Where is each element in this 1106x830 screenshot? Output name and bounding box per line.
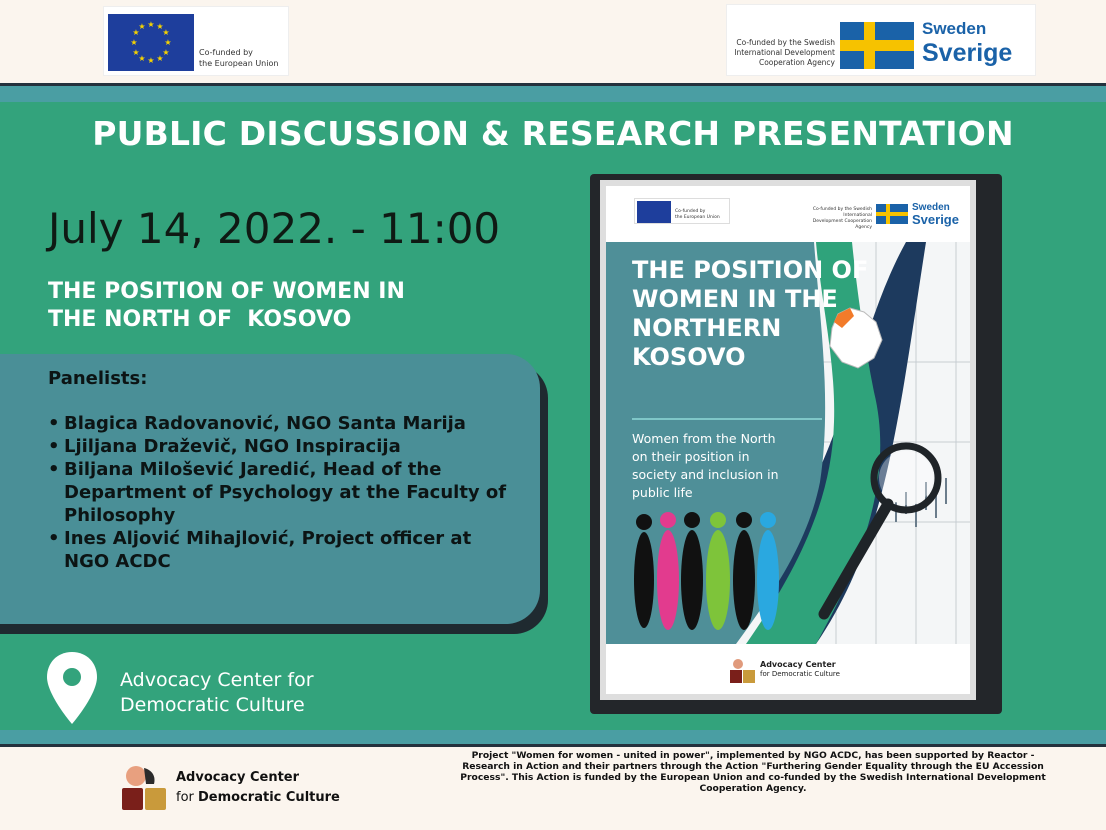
book-org-line: Advocacy Center (760, 660, 836, 669)
sweden-flag-icon (876, 204, 908, 224)
book-eu-label: Co-funded by the European Union (675, 209, 720, 220)
footer-org-line: Advocacy Center (176, 770, 300, 785)
book-logos (606, 186, 970, 242)
book-cover-art (606, 242, 970, 644)
eu-cofunded-logo (103, 6, 289, 76)
acdc-logo-icon (122, 764, 168, 812)
book-subtitle: Women from the North on their position in society and inclusion in public life (632, 431, 779, 500)
book-eu-logo (634, 198, 730, 224)
panelists-title: Panelists: (48, 368, 148, 389)
subtitle-line: THE POSITION OF WOMEN IN (48, 279, 405, 304)
sweden-cofunded-label: Co-funded by the Swedish International Development Cooperation Agency (734, 38, 835, 67)
list-item: • Biljana Milošević Jaredić, Head of the Department of Psychology at the Faculty of Philosophy (48, 458, 518, 527)
panelists-list (48, 412, 518, 573)
funding-disclaimer: Project "Women for women - united in power", implemented by NGO ACDC, has been supported by Reactor - Research in Action and their partners through the Action "Furthering Gender Equality through the EU Accession Process". This Action is funded by the European Union and co-funded by the Swedish International Development Cooperation Agency. (460, 750, 1046, 794)
svg-text:★: ★ (162, 28, 170, 37)
svg-text:★: ★ (132, 28, 140, 37)
book-sweden-name: Sweden (912, 202, 950, 213)
svg-text:★: ★ (138, 54, 146, 63)
sweden-name: Sweden (922, 19, 987, 38)
book-sweden-logo (812, 198, 962, 230)
svg-text:★: ★ (132, 48, 140, 57)
footer (0, 750, 1106, 830)
svg-text:★: ★ (164, 38, 172, 47)
book-sweden-label: Co-funded by the Swedish International Development Cooperation Agency (812, 207, 872, 230)
acdc-logo-icon (730, 658, 756, 684)
footer-org-prefix: for (176, 790, 199, 805)
teal-band-top (0, 86, 1106, 102)
eu-cofunded-label: Co-funded by the European Union (199, 48, 279, 68)
subtitle-line: THE NORTH OF KOSOVO (48, 307, 352, 332)
book-footer (606, 644, 970, 694)
book-sverige-name: Sverige (912, 212, 959, 227)
list-item: • Blagica Radovanović, NGO Santa Marija (48, 412, 518, 435)
sweden-flag-icon (840, 22, 914, 69)
svg-text:★: ★ (156, 22, 164, 31)
top-header (0, 0, 1106, 84)
location-name (120, 668, 314, 718)
book-cover-image (600, 180, 976, 700)
eu-flag-icon (637, 201, 671, 223)
svg-text:★: ★ (138, 22, 146, 31)
location-line: Democratic Culture (120, 694, 305, 716)
event-date-time: July 14, 2022. - 11:00 (48, 204, 501, 253)
book-title: THE POSITION OF WOMEN IN THE NORTHERN KOSOVO (632, 256, 869, 371)
eu-flag-icon (108, 14, 194, 71)
footer-org-bold: Democratic Culture (198, 790, 340, 805)
cover-divider (632, 418, 822, 420)
svg-text:★: ★ (147, 20, 155, 29)
panelists-panel (0, 354, 540, 624)
footer-org-line (176, 790, 340, 805)
svg-text:★: ★ (162, 48, 170, 57)
svg-text:★: ★ (130, 38, 138, 47)
list-item: • Ljiljana Draževič, NGO Inspiracija (48, 435, 518, 458)
main-area (0, 102, 1106, 730)
event-headline: PUBLIC DISCUSSION & RESEARCH PRESENTATION (92, 114, 1014, 153)
location-pin-icon (44, 650, 100, 728)
teal-band-bottom (0, 730, 1106, 744)
event-subtitle (48, 278, 468, 334)
sweden-cofunded-logo (726, 4, 1036, 76)
book-org-line: for Democratic Culture (760, 670, 840, 678)
sverige-name: Sverige (922, 39, 1013, 67)
svg-text:★: ★ (156, 54, 164, 63)
divider (0, 744, 1106, 747)
location-line: Advocacy Center for (120, 669, 314, 691)
list-item: • Ines Aljović Mihajlović, Project officer at NGO ACDC (48, 527, 518, 573)
book-acdc-logo (730, 658, 840, 688)
svg-text:★: ★ (147, 56, 155, 65)
